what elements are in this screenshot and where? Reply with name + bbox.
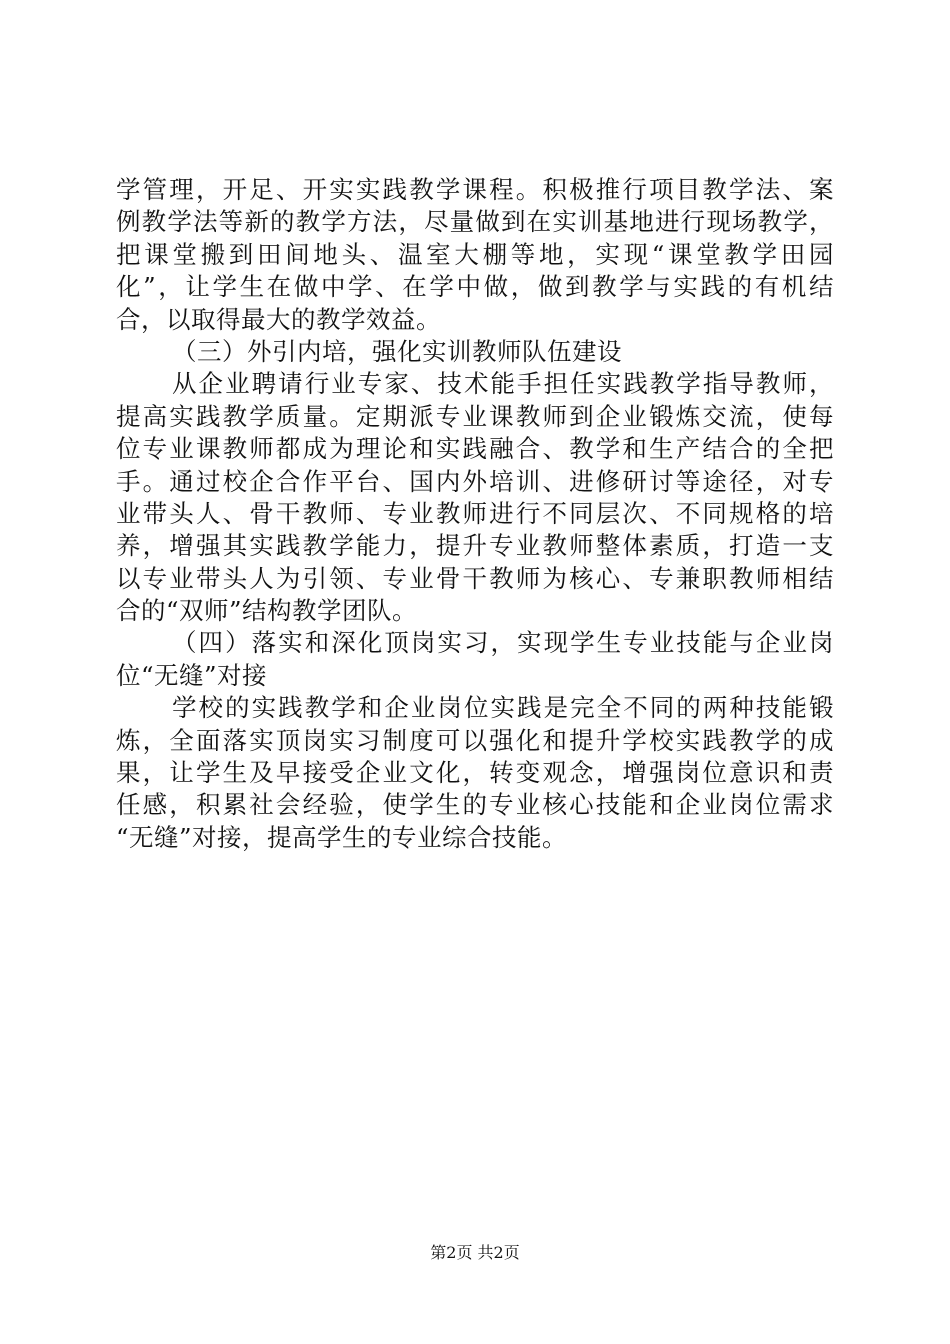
text-line: 学管理，开足、开实实践教学课程。积极推行项目教学法、案 bbox=[116, 175, 834, 204]
text-line: 合，以取得最大的教学效益。 bbox=[116, 304, 441, 334]
page-number-label: 第2页 共2页 bbox=[430, 1243, 520, 1262]
text-line: 例教学法等新的教学方法，尽量做到在实训基地进行现场教学， bbox=[116, 207, 834, 237]
text-line: 提高实践教学质量。定期派专业课教师到企业锻炼交流，使每 bbox=[116, 401, 834, 431]
text-line: 从企业聘请行业专家、技术能手担任实践教学指导教师， bbox=[172, 369, 834, 399]
text-line: 以专业带头人为引领、专业骨干教师为核心、专兼职教师相结 bbox=[116, 563, 834, 593]
text-line: 把课堂搬到田间地头、温室大棚等地，实现“课堂教学田园 bbox=[116, 239, 834, 269]
document-body bbox=[116, 174, 834, 854]
page-footer bbox=[0, 1243, 950, 1263]
text-line: 任感，积累社会经验，使学生的专业核心技能和企业岗位需求 bbox=[116, 790, 834, 820]
text-line: 业带头人、骨干教师、专业教师进行不同层次、不同规格的培 bbox=[116, 498, 834, 528]
section-heading: （四）落实和深化顶岗实习，实现学生专业技能与企业岗 bbox=[172, 628, 834, 658]
text-line: 位专业课教师都成为理论和实践融合、教学和生产结合的全把 bbox=[116, 434, 834, 464]
text-line: 化”，让学生在做中学、在学中做，做到教学与实践的有机结 bbox=[116, 272, 834, 302]
text-line: 养，增强其实践教学能力，提升专业教师整体素质，打造一支 bbox=[116, 531, 834, 561]
text-line: 果，让学生及早接受企业文化，转变观念，增强岗位意识和责 bbox=[116, 758, 834, 788]
text-line: “无缝”对接，提高学生的专业综合技能。 bbox=[116, 822, 568, 852]
text-line: 炼，全面落实顶岗实习制度可以强化和提升学校实践教学的成 bbox=[116, 725, 834, 755]
section-heading: （三）外引内培，强化实训教师队伍建设 bbox=[172, 336, 622, 366]
text-line: 合的“双师”结构教学团队。 bbox=[116, 596, 418, 626]
section-heading-continuation: 位“无缝”对接 bbox=[116, 660, 268, 690]
text-line: 手。通过校企合作平台、国内外培训、进修研讨等途径，对专 bbox=[116, 466, 834, 496]
text-line: 学校的实践教学和企业岗位实践是完全不同的两种技能锻 bbox=[172, 693, 834, 723]
